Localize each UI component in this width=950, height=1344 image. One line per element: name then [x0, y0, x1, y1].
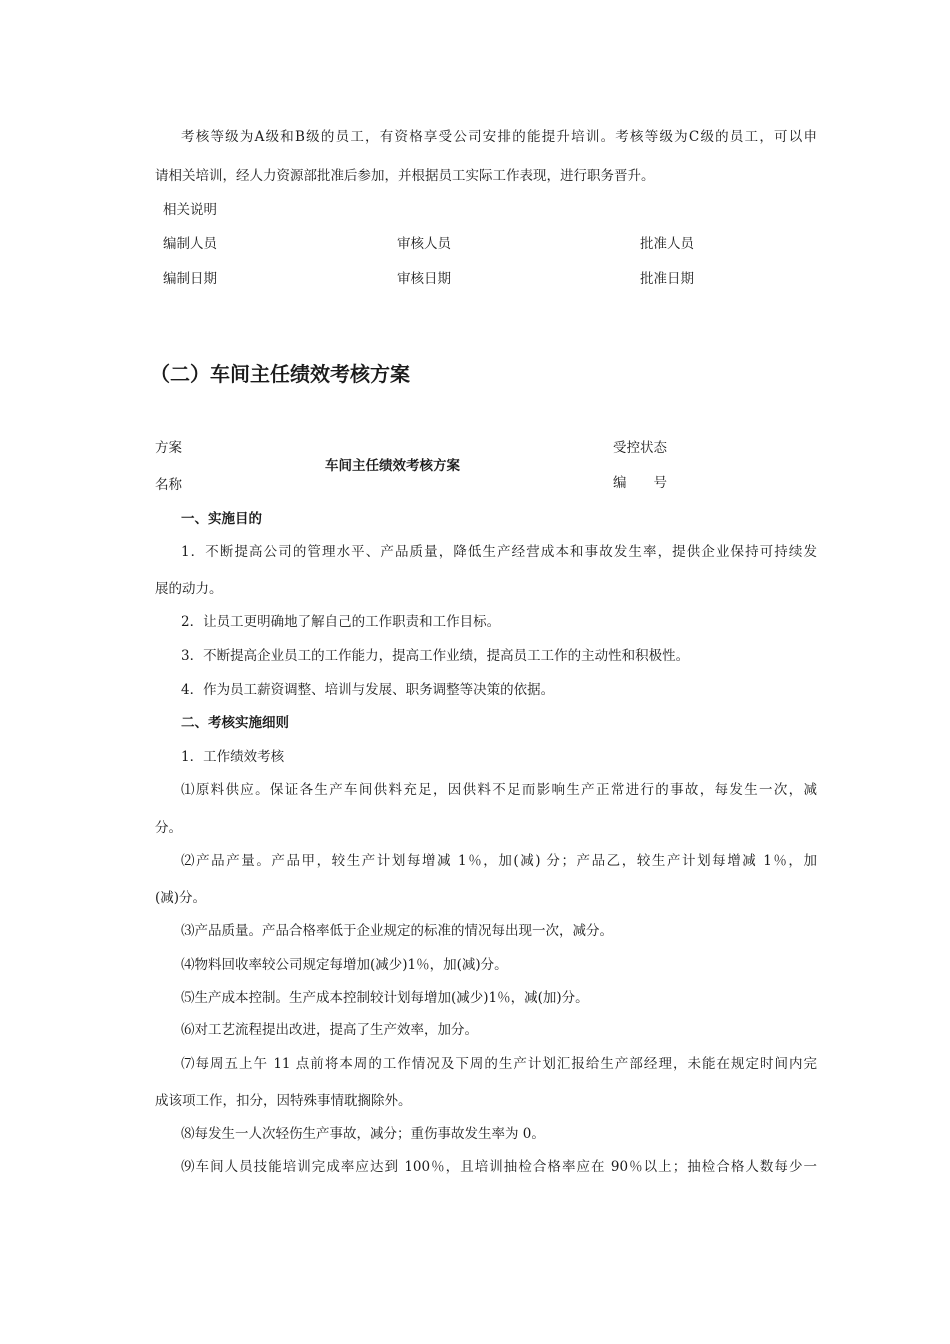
rule-4: ⑷物料回收率较公司规定每增加(减少)1％，加(减)分。	[181, 957, 508, 973]
plan-label-bottom: 名称	[155, 477, 182, 493]
purpose-item-1-line-1: 1．不断提高公司的管理水平、产品质量，降低生产经营成本和事故发生率，提供企业保持可持续发	[181, 544, 817, 560]
rule-9-line-1: ⑼车间人员技能培训完成率应达到 100％，且培训抽检合格率应在 90％以上；抽检合格人数每少一	[181, 1159, 817, 1175]
rule-2-line-2: (减)分。	[155, 890, 207, 906]
intro-line-1: 考核等级为A级和B级的员工，有资格享受公司安排的能提升培训。考核等级为C级的员工，可以申	[181, 129, 817, 145]
rules-sub-1: 1．工作绩效考核	[181, 749, 285, 765]
review-date-label: 审核日期	[397, 271, 451, 287]
approve-date-label: 批准日期	[640, 271, 694, 287]
purpose-item-1-line-2: 展的动力。	[155, 581, 223, 597]
rule-8: ⑻每发生一人次轻伤生产事故，减分；重伤事故发生率为 0。	[181, 1126, 545, 1142]
intro-line-2: 请相关培训，经人力资源部批准后参加，并根据员工实际工作表现，进行职务晋升。	[155, 168, 655, 184]
purpose-heading: 一、实施目的	[181, 511, 262, 527]
notes-label: 相关说明	[163, 202, 217, 218]
rule-7-line-2: 成该项工作，扣分，因特殊事情耽搁除外。	[155, 1093, 412, 1109]
rules-heading: 二、考核实施细则	[181, 715, 289, 731]
section-title: （二）车间主任绩效考核方案	[150, 362, 410, 386]
reviewer-label: 审核人员	[397, 236, 451, 252]
purpose-item-4: 4．作为员工薪资调整、培训与发展、职务调整等决策的依据。	[181, 682, 555, 698]
rule-7-line-1: ⑺每周五上午 11 点前将本周的工作情况及下周的生产计划汇报给生产部经理，未能在规定时间内完	[181, 1056, 817, 1072]
rule-2-line-1: ⑵产品产量。产品甲，较生产计划每增减 1％，加(减) 分；产品乙，较生产计划每增减 1％，加	[181, 853, 817, 869]
edit-date-label: 编制日期	[163, 271, 217, 287]
rule-1-line-2: 分。	[155, 820, 182, 836]
plan-label-top: 方案	[155, 440, 182, 456]
control-status-label: 受控状态	[613, 440, 667, 456]
rule-3: ⑶产品质量。产品合格率低于企业规定的标准的情况每出现一次，减分。	[181, 923, 613, 939]
number-label: 编 号	[613, 475, 667, 491]
purpose-item-2: 2．让员工更明确地了解自己的工作职责和工作目标。	[181, 614, 501, 630]
approver-label: 批准人员	[640, 236, 694, 252]
rule-5: ⑸生产成本控制。生产成本控制较计划每增加(减少)1％，减(加)分。	[181, 990, 589, 1006]
rule-6: ⑹对工艺流程提出改进，提高了生产效率，加分。	[181, 1022, 478, 1038]
plan-name-value: 车间主任绩效考核方案	[325, 458, 460, 474]
editor-label: 编制人员	[163, 236, 217, 252]
purpose-item-3: 3．不断提高企业员工的工作能力，提高工作业绩，提高员工工作的主动性和积极性。	[181, 648, 690, 664]
rule-1-line-1: ⑴原料供应。保证各生产车间供料充足，因供料不足而影响生产正常进行的事故，每发生一次，减	[181, 782, 817, 798]
